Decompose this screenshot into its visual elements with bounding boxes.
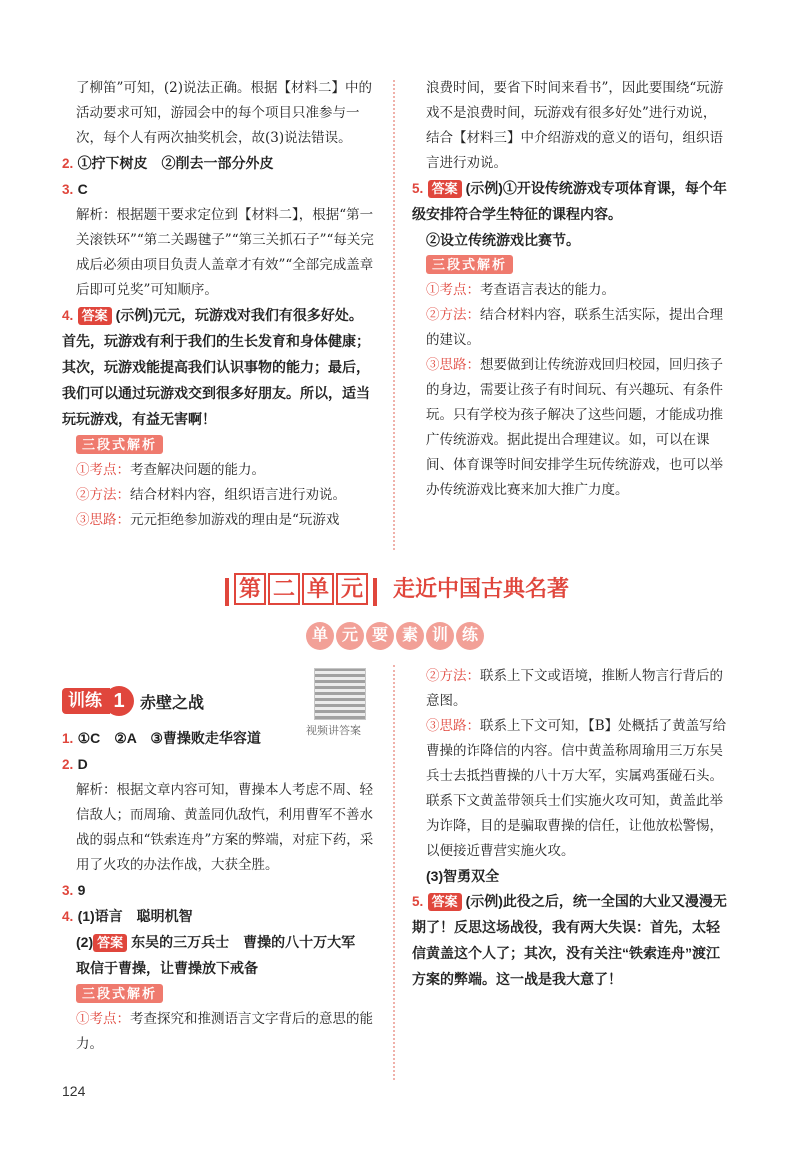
method: ②方法：结合材料内容，联系生活实际，提出合理的建议。 — [426, 307, 723, 348]
analysis-tag: 三段式解析 — [76, 435, 163, 454]
approach: ③思路：元元拒绝参加游戏的理由是“玩游戏 — [76, 512, 340, 528]
answer-line: (3)智勇双全 — [426, 868, 500, 884]
qr-caption: 视频讲答案 — [306, 724, 361, 737]
point: ①考点：考查语言表达的能力。 — [426, 282, 615, 298]
question-2: 2. D — [62, 756, 88, 772]
answer-tag: 答案 — [78, 307, 112, 325]
q-number: 2. — [62, 156, 74, 171]
analysis-tag: 三段式解析 — [76, 984, 163, 1003]
column-divider — [393, 80, 395, 550]
analysis-header — [62, 982, 376, 1007]
question-4: 4. (1)语言 聪明机智 — [62, 908, 193, 924]
approach: ③思路：想要做到让传统游戏回归校园，回归孩子的身边，需要让孩子有时间玩、有兴趣玩、有条件玩。只有学校为孩子解决了这些问题，才能成功推广传统游戏。据此提出合理建议。如，可以在课间、体育课等时间安排学生玩传统游戏，也可以举办传统游戏比赛来加大推广力度。 — [426, 357, 723, 498]
page-number: 124 — [62, 1083, 86, 1099]
training-number: 1 — [104, 686, 134, 716]
column-divider — [393, 665, 395, 1080]
title-bar — [225, 578, 229, 606]
unit-name: 走近中国古典名著 — [393, 576, 570, 601]
analysis-tag: 三段式解析 — [426, 255, 513, 274]
qr-code-icon[interactable] — [314, 668, 366, 720]
explanation: 解析：根据题干要求定位到【材料二】，根据“第一关滚铁环”“第二关踢毽子”“第三关抓石子”“每关完成后必须由项目负责人盖章才有效”“全部完成盖章后即可兑奖”可知顺序。 — [76, 207, 374, 298]
question-3: 3. C — [62, 181, 88, 197]
explanation: 解析：根据文章内容可知，曹操本人考虑不周、轻信敌人；而周瑜、黄盖同仇敌忾，利用曹军不善水战的弱点和“铁索连舟”方案的弊端，对症下药，采用了火攻的办法作战，大获全胜。 — [76, 782, 374, 873]
approach: ③思路：联系上下文可知，【B】处概括了黄盖写给曹操的诈降信的内容。信中黄盖称周瑜用三万东吴兵士去抵挡曹操的八十万大军，实属鸡蛋碰石头。联系下文黄盖带领兵士们实施火攻可知，黄盖此举为诈降，目的是骗取曹操的信任，让他放松警惕，以便接近曹营实施火攻。 — [426, 718, 727, 859]
method: ②方法：联系上下文或语境，推断人物言行背后的意图。 — [426, 668, 723, 709]
unit-banner: 单 元 要 素 训 练 — [0, 622, 790, 650]
answer-tag: 答案 — [93, 934, 127, 952]
point: ①考点：考查解决问题的能力。 — [76, 462, 265, 478]
question-5: 5. 答案 (示例)①开设传统游戏专项体育课，每个年级安排符合学生特征的课程内容。 — [412, 180, 727, 222]
answer-tag: 答案 — [428, 180, 462, 198]
analysis-header — [412, 253, 728, 278]
training-title: 赤壁之战 — [140, 692, 205, 712]
question-1: 1. ①C ②A ③曹操败走华容道 — [62, 730, 261, 746]
answer-line: ②设立传统游戏比赛节。 — [426, 232, 580, 248]
answer-tag: 答案 — [428, 893, 462, 911]
unit-title: 第 二 单 元 走近中国古典名著 — [0, 572, 790, 606]
question-2: 2. ①拧下树皮 ②削去一部分外皮 — [62, 155, 274, 171]
top-right-column — [412, 76, 728, 503]
question-4: 4. 答案 (示例)元元，玩游戏对我们有很多好处。首先，玩游戏有利于我们的生长发育和身体健康；其次，玩游戏能提高我们认识事物的能力；最后，我们可以通过玩游戏交到很多好朋友。所以，适当玩玩游戏，有益无害啊！ — [62, 307, 370, 427]
continued-text: 浪费时间，要省下时间来看书”，因此要围绕“玩游戏不是浪费时间，玩游戏有很多好处”进行劝说，结合【材料三】中介绍游戏的意义的语句，组织语言进行劝说。 — [426, 80, 724, 171]
question-5: 5. 答案 (示例)此役之后，统一全国的大业又漫漫无期了！反思这场战役，我有两大失误：首先，太轻信黄盖这个人了；其次，没有关注“铁索连舟”渡江方案的弊端。这一战是我大意了！ — [412, 893, 727, 987]
bottom-left-column — [62, 726, 376, 1057]
point: ①考点：考查探究和推测语言文字背后的意思的能力。 — [76, 1011, 373, 1052]
top-left-column — [62, 76, 376, 533]
training-label: 训练 — [62, 688, 110, 714]
training-header — [62, 686, 204, 716]
bottom-right-column — [412, 664, 728, 993]
answer-line: (2) 答案 东吴的三万兵士 曹操的八十万大军 取信于曹操，让曹操放下戒备 — [76, 934, 370, 976]
question-3: 3. 9 — [62, 882, 86, 898]
analysis-header — [62, 433, 376, 458]
continued-text: 了柳笛”可知，(2)说法正确。根据【材料二】中的活动要求可知，游园会中的每个项目只准参与一次，每个人有两次抽奖机会，故(3)说法错误。 — [76, 80, 373, 146]
method: ②方法：结合材料内容，组织语言进行劝说。 — [76, 487, 346, 503]
